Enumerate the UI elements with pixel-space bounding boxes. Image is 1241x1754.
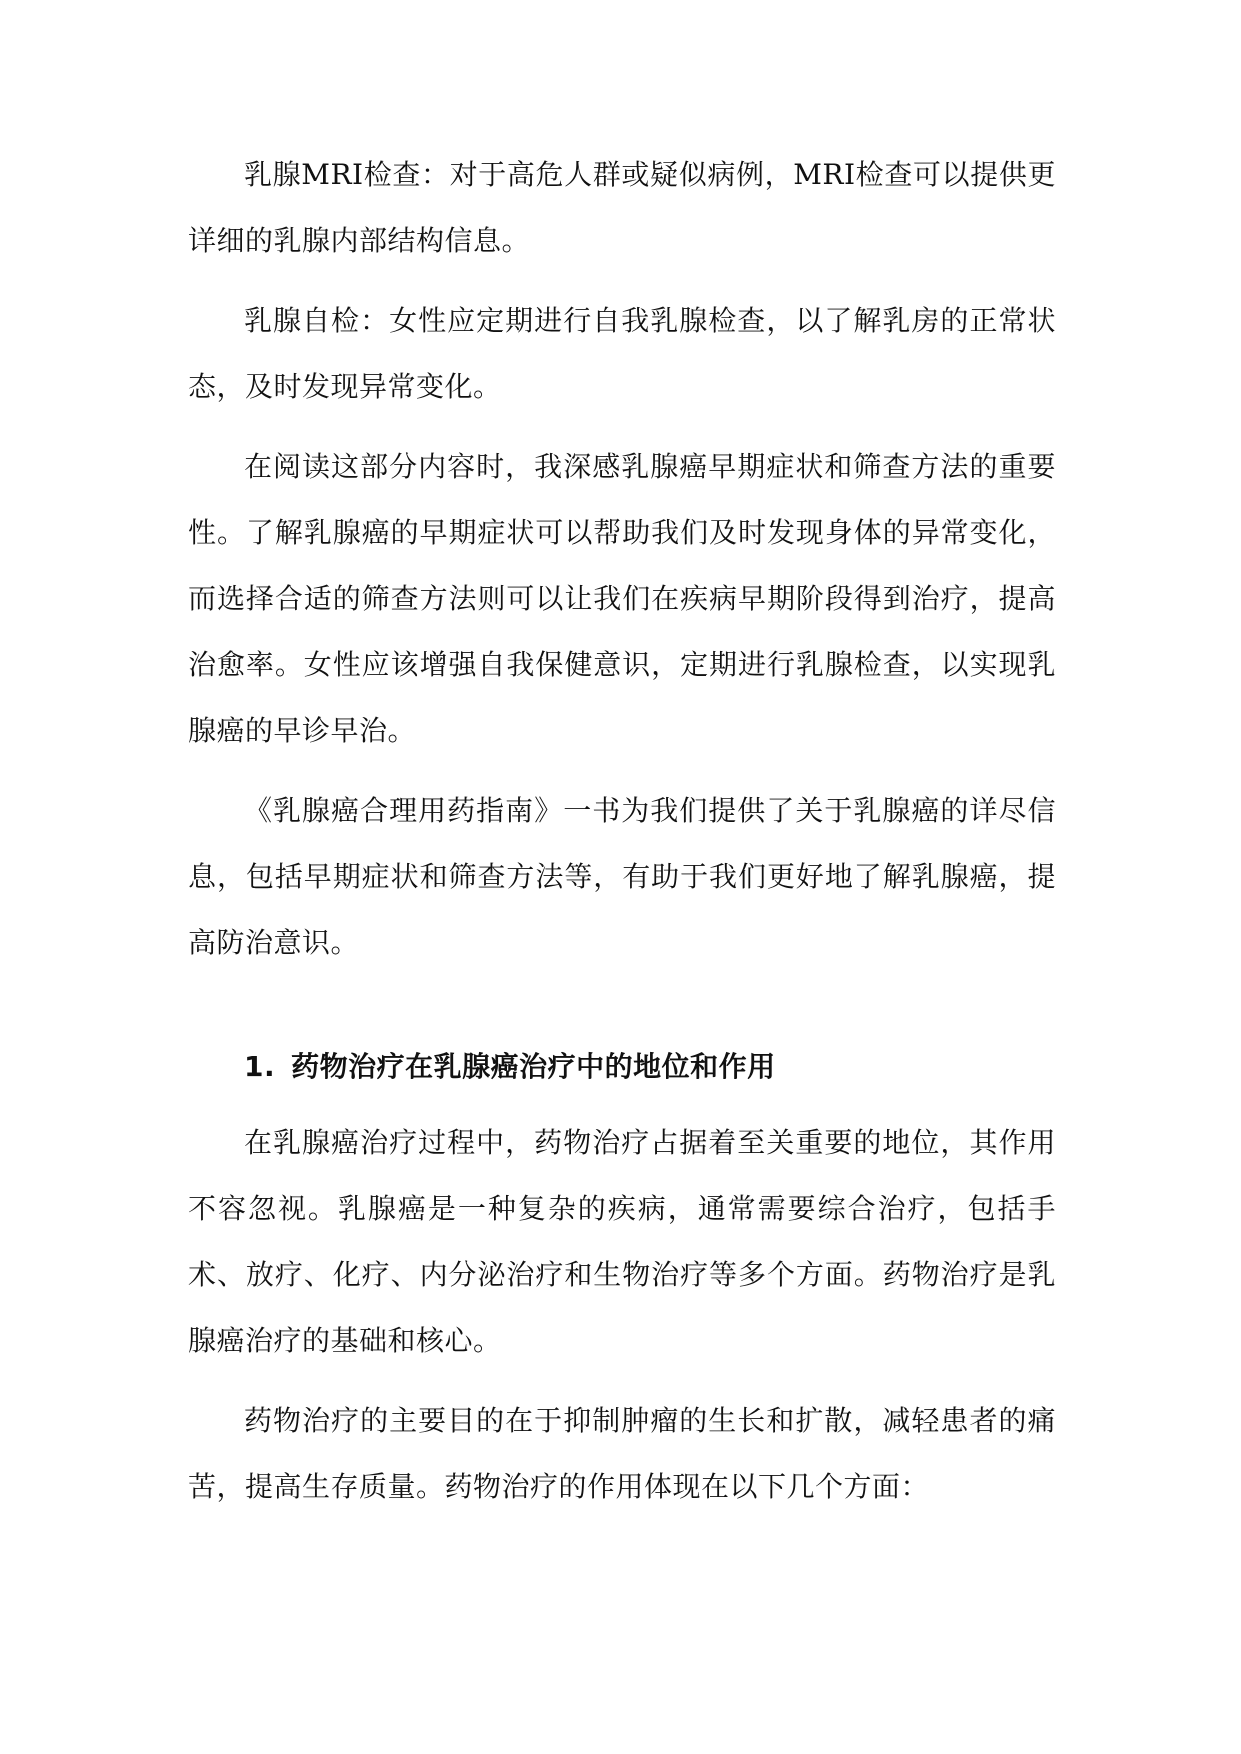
paragraph-drug-role: 在乳腺癌治疗过程中，药物治疗占据着至关重要的地位，其作用不容忽视。乳腺癌是一种复杂的疾病，通常需要综合治疗，包括手术、放疗、化疗、内分泌治疗和生物治疗等多个方面。药物治疗是乳腺癌治疗的基础和核心。 [188, 1126, 1056, 1357]
document-page [188, 142, 1056, 1534]
section-spacer [188, 990, 1056, 1034]
paragraph-mri-exam: 乳腺MRI检查：对于高危人群或疑似病例，MRI检查可以提供更详细的乳腺内部结构信息。 [188, 158, 1056, 257]
paragraph-self-exam: 乳腺自检：女性应定期进行自我乳腺检查，以了解乳房的正常状态，及时发现异常变化。 [188, 304, 1056, 403]
section-title: 药物治疗在乳腺癌治疗中的地位和作用 [291, 1050, 776, 1083]
paragraph-drug-purpose: 药物治疗的主要目的在于抑制肿瘤的生长和扩散，减轻患者的痛苦，提高生存质量。药物治疗的作用体现在以下几个方面： [188, 1404, 1056, 1503]
paragraph-book-summary: 《乳腺癌合理用药指南》一书为我们提供了关于乳腺癌的详尽信息，包括早期症状和筛查方法等，有助于我们更好地了解乳腺癌，提高防治意识。 [188, 794, 1056, 959]
section-number: 1. [244, 1050, 276, 1083]
section-heading [188, 1034, 1056, 1100]
paragraph-reflection: 在阅读这部分内容时，我深感乳腺癌早期症状和筛查方法的重要性。了解乳腺癌的早期症状可以帮助我们及时发现身体的异常变化，而选择合适的筛查方法则可以让我们在疾病早期阶段得到治疗，提高治愈率。女性应该增强自我保健意识，定期进行乳腺检查，以实现乳腺癌的早诊早治。 [188, 450, 1056, 747]
